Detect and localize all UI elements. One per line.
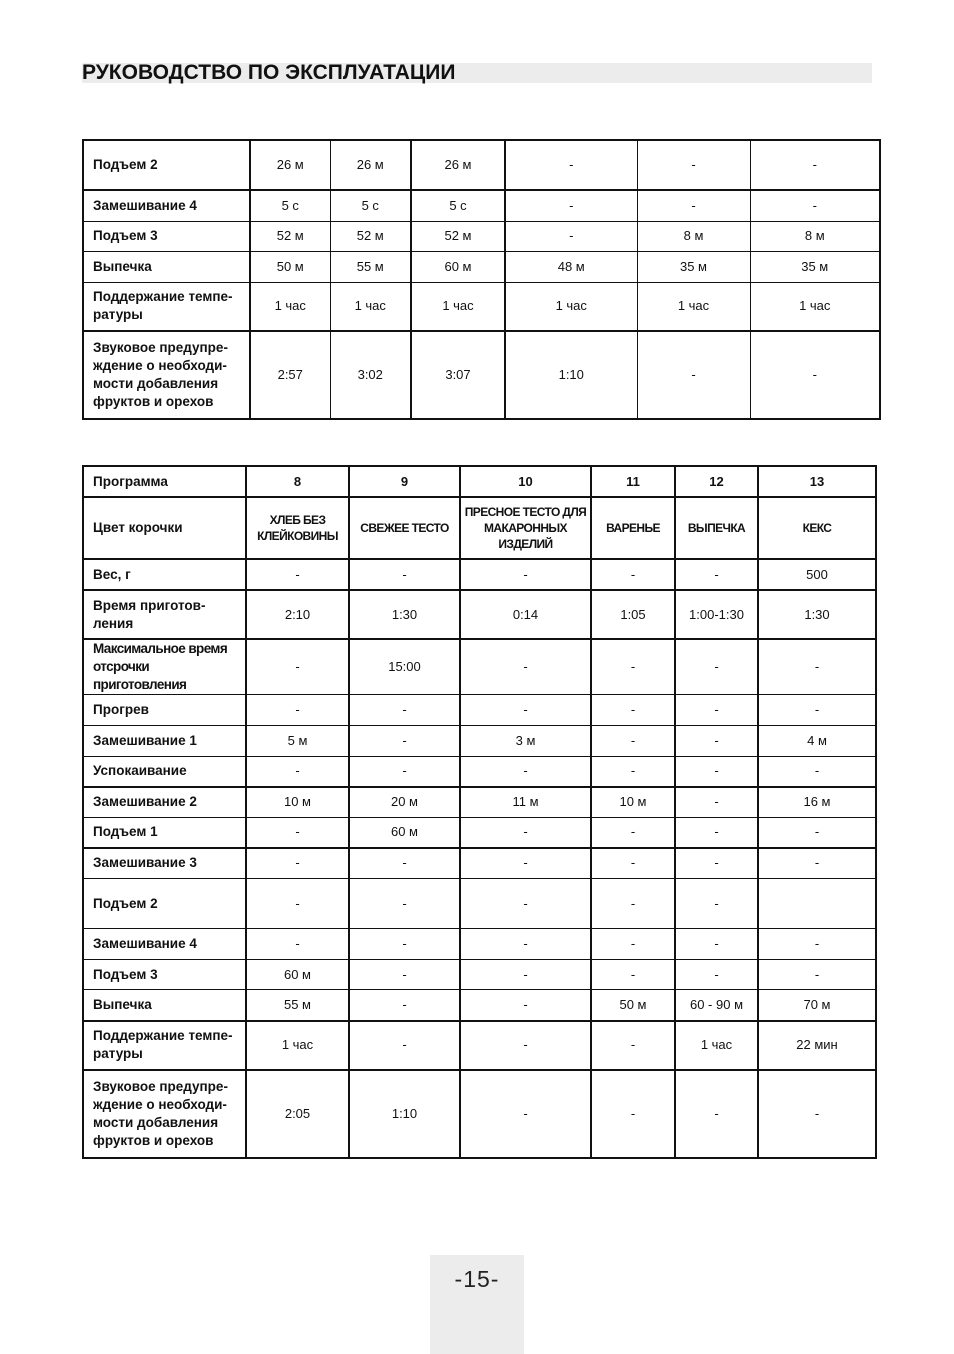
table-cell: -	[675, 695, 758, 726]
table-cell: -	[758, 695, 876, 726]
program-number: 11	[591, 466, 675, 497]
table-cell: 26 м	[330, 140, 411, 190]
table-cell: 1 час	[675, 1021, 758, 1070]
program-name-row	[83, 497, 876, 559]
table-cell: 1 час	[411, 282, 505, 331]
table-cell: 70 м	[758, 990, 876, 1021]
table-row	[83, 221, 880, 251]
row-label: Цвет корочки	[83, 497, 246, 559]
table-cell: -	[349, 848, 460, 879]
table-cell: -	[591, 960, 675, 990]
table-cell: -	[675, 726, 758, 757]
table2-body	[83, 466, 876, 1158]
table-cell: -	[349, 879, 460, 929]
program-number: 9	[349, 466, 460, 497]
row-label: Замешивание 3	[83, 848, 246, 879]
table-cell: -	[591, 726, 675, 757]
table-row	[83, 140, 880, 190]
table-cell: 50 м	[591, 990, 675, 1021]
table-cell: -	[591, 559, 675, 590]
table-cell: -	[460, 929, 591, 960]
table-row	[83, 559, 876, 590]
row-label: Замешивание 1	[83, 726, 246, 757]
table-row	[83, 726, 876, 757]
table-cell: -	[246, 879, 349, 929]
table-cell: 26 м	[411, 140, 505, 190]
table-cell: -	[758, 1070, 876, 1158]
table-cell: 3:07	[411, 331, 505, 419]
table-row	[83, 639, 876, 695]
program-table-continued	[82, 139, 881, 420]
table-cell: 1 час	[637, 282, 750, 331]
table-cell: 35 м	[750, 251, 880, 282]
table-cell: 5 с	[411, 190, 505, 221]
program-name: ПРЕСНОЕ ТЕСТО ДЛЯ МАКАРОННЫХ ИЗДЕЛИЙ	[460, 497, 591, 559]
table-cell: -	[460, 1070, 591, 1158]
table-cell: -	[505, 140, 637, 190]
table-cell: 1:10	[349, 1070, 460, 1158]
table-row	[83, 1070, 876, 1158]
table-row	[83, 282, 880, 331]
table-cell: -	[675, 757, 758, 787]
table-cell: 22 мин	[758, 1021, 876, 1070]
row-label: Подъем 3	[83, 221, 250, 251]
program-number: 12	[675, 466, 758, 497]
table-cell: -	[675, 960, 758, 990]
row-label: Замешивание 2	[83, 787, 246, 818]
table-cell: 4 м	[758, 726, 876, 757]
table-cell: 52 м	[411, 221, 505, 251]
table-cell: 5 с	[250, 190, 330, 221]
table-cell: -	[246, 639, 349, 695]
program-number: 10	[460, 466, 591, 497]
program-name: ВЫПЕЧКА	[675, 497, 758, 559]
table-cell: -	[750, 190, 880, 221]
table-cell: -	[349, 1021, 460, 1070]
table-cell: 55 м	[246, 990, 349, 1021]
table-cell: 2:05	[246, 1070, 349, 1158]
table-cell: -	[591, 757, 675, 787]
table-cell: -	[591, 818, 675, 848]
table-row	[83, 695, 876, 726]
row-label: Подъем 2	[83, 140, 250, 190]
table-cell: 1 час	[330, 282, 411, 331]
table-cell: -	[460, 695, 591, 726]
table-row	[83, 960, 876, 990]
program-table	[82, 465, 877, 1159]
table-cell: -	[675, 929, 758, 960]
table-cell: -	[758, 757, 876, 787]
table-cell: 8 м	[750, 221, 880, 251]
table-cell: 16 м	[758, 787, 876, 818]
program-name: СВЕЖЕЕ ТЕСТО	[349, 497, 460, 559]
table-cell: -	[505, 221, 637, 251]
page-number: -15-	[454, 1266, 500, 1292]
table-cell: -	[349, 990, 460, 1021]
table-cell: -	[637, 140, 750, 190]
row-label: Звуковое предупре-ждение о необходи-мости добавления фруктов и орехов	[83, 331, 250, 419]
table-cell: -	[246, 695, 349, 726]
table-row	[83, 251, 880, 282]
table-cell: -	[246, 818, 349, 848]
page-title: РУКОВОДСТВО ПО ЭКСПЛУАТАЦИИ	[82, 61, 456, 84]
row-label: Вес, г	[83, 559, 246, 590]
table-cell: 20 м	[349, 787, 460, 818]
table-cell: -	[637, 331, 750, 419]
table-cell: -	[750, 140, 880, 190]
program-number: 8	[246, 466, 349, 497]
table-row	[83, 1021, 876, 1070]
table-cell: 2:10	[246, 590, 349, 639]
table-cell: 55 м	[330, 251, 411, 282]
table-cell: -	[758, 639, 876, 695]
table-row	[83, 190, 880, 221]
table-cell: -	[675, 1070, 758, 1158]
table1-body	[83, 140, 880, 419]
table-cell: -	[637, 190, 750, 221]
table-cell: 1:00-1:30	[675, 590, 758, 639]
table-cell: 1:05	[591, 590, 675, 639]
program-name: КЕКС	[758, 497, 876, 559]
table-cell: -	[246, 757, 349, 787]
table-cell: 1:30	[758, 590, 876, 639]
table-cell: -	[758, 960, 876, 990]
table-row	[83, 757, 876, 787]
table-cell: 1:30	[349, 590, 460, 639]
table-cell: -	[349, 726, 460, 757]
table-cell: -	[349, 559, 460, 590]
table-cell: -	[591, 879, 675, 929]
table-cell: 1 час	[250, 282, 330, 331]
table-cell: -	[460, 879, 591, 929]
row-label: Замешивание 4	[83, 190, 250, 221]
table-cell: -	[675, 848, 758, 879]
row-label: Выпечка	[83, 990, 246, 1021]
table-row	[83, 929, 876, 960]
table-cell: 60 м	[246, 960, 349, 990]
table-cell: -	[246, 559, 349, 590]
table-cell: -	[460, 639, 591, 695]
table-cell: 35 м	[637, 251, 750, 282]
table-cell: 10 м	[246, 787, 349, 818]
row-label: Время приготов-ления	[83, 590, 246, 639]
table-row	[83, 331, 880, 419]
table-cell: 3 м	[460, 726, 591, 757]
row-label: Успокаивание	[83, 757, 246, 787]
row-label: Поддержание темпе-ратуры	[83, 1021, 246, 1070]
table-cell: 50 м	[250, 251, 330, 282]
table-cell: -	[758, 929, 876, 960]
table-cell: 60 - 90 м	[675, 990, 758, 1021]
table-row	[83, 590, 876, 639]
program-header-row	[83, 466, 876, 497]
table-cell: -	[758, 818, 876, 848]
table-cell: 60 м	[411, 251, 505, 282]
table-cell: -	[591, 1021, 675, 1070]
row-label: Программа	[83, 466, 246, 497]
table-cell: 15:00	[349, 639, 460, 695]
table-row	[83, 879, 876, 929]
table-cell: -	[246, 848, 349, 879]
table-cell: 500	[758, 559, 876, 590]
table-cell: 10 м	[591, 787, 675, 818]
row-label: Звуковое предупре-ждение о необходи-мости добавления фруктов и орехов	[83, 1070, 246, 1158]
table-cell: 26 м	[250, 140, 330, 190]
program-number: 13	[758, 466, 876, 497]
table-cell: -	[349, 960, 460, 990]
table-cell: -	[750, 331, 880, 419]
table-cell: 3:02	[330, 331, 411, 419]
table-cell: -	[460, 559, 591, 590]
table-cell: 52 м	[330, 221, 411, 251]
table-cell: -	[460, 990, 591, 1021]
row-label: Замешивание 4	[83, 929, 246, 960]
table-cell: 52 м	[250, 221, 330, 251]
table-cell: -	[591, 639, 675, 695]
table-cell: -	[591, 929, 675, 960]
table-cell: 11 м	[460, 787, 591, 818]
row-label: Подъем 2	[83, 879, 246, 929]
table-cell: 60 м	[349, 818, 460, 848]
table-cell: -	[591, 848, 675, 879]
table-cell: -	[591, 695, 675, 726]
table-cell: -	[460, 757, 591, 787]
table-cell: 1 час	[246, 1021, 349, 1070]
table-cell: -	[758, 848, 876, 879]
table-cell: -	[460, 1021, 591, 1070]
table-cell: -	[349, 695, 460, 726]
table-cell: -	[505, 190, 637, 221]
row-label: Подъем 1	[83, 818, 246, 848]
table-cell: -	[349, 929, 460, 960]
table-cell: 48 м	[505, 251, 637, 282]
table-row	[83, 848, 876, 879]
table-cell: -	[349, 757, 460, 787]
row-label: Прогрев	[83, 695, 246, 726]
program-name: ХЛЕБ БЕЗ КЛЕЙКОВИНЫ	[246, 497, 349, 559]
table-cell: 8 м	[637, 221, 750, 251]
table-cell	[758, 879, 876, 929]
row-label: Подъем 3	[83, 960, 246, 990]
row-label: Максимальное время отсрочки приготовления	[83, 639, 246, 695]
table-cell: -	[246, 929, 349, 960]
row-label: Выпечка	[83, 251, 250, 282]
table-cell: -	[675, 818, 758, 848]
table-cell: 5 м	[246, 726, 349, 757]
table-cell: 1 час	[505, 282, 637, 331]
table-cell: 0:14	[460, 590, 591, 639]
table-cell: 2:57	[250, 331, 330, 419]
row-label: Поддержание темпе-ратуры	[83, 282, 250, 331]
table-cell: -	[675, 787, 758, 818]
table-cell: -	[591, 1070, 675, 1158]
table-cell: 5 с	[330, 190, 411, 221]
table-cell: 1:10	[505, 331, 637, 419]
table-cell: -	[460, 818, 591, 848]
table-cell: -	[675, 879, 758, 929]
table-cell: -	[675, 559, 758, 590]
table-cell: -	[460, 848, 591, 879]
table-cell: 1 час	[750, 282, 880, 331]
table-row	[83, 787, 876, 818]
program-name: ВАРЕНЬЕ	[591, 497, 675, 559]
table-cell: -	[460, 960, 591, 990]
table-row	[83, 818, 876, 848]
table-cell: -	[675, 639, 758, 695]
table-row	[83, 990, 876, 1021]
